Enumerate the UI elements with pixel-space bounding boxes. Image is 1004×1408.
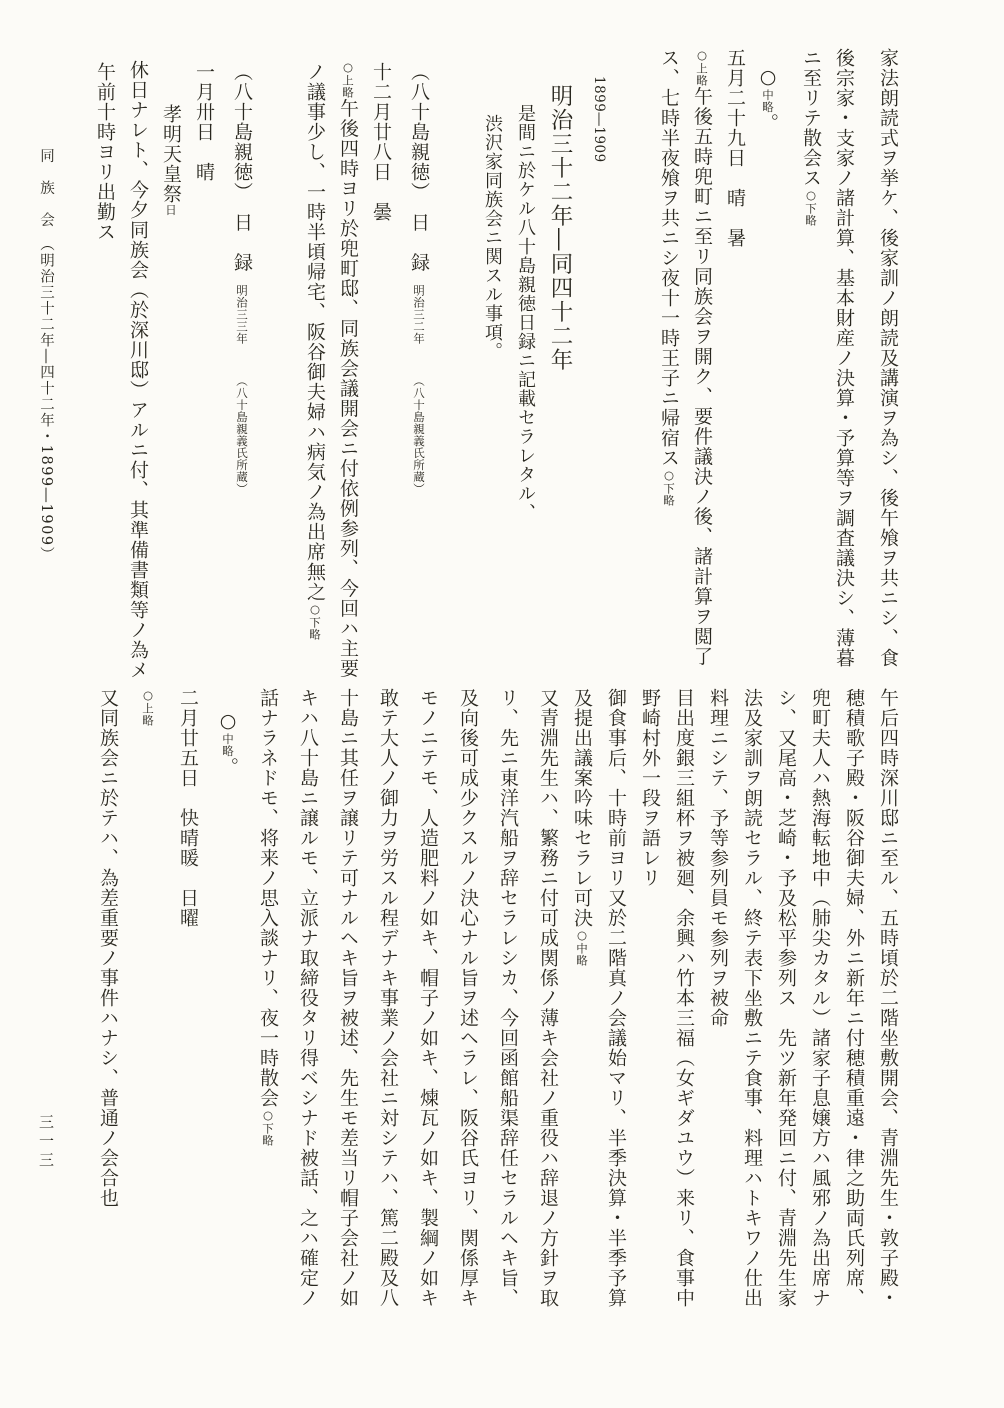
text-run: 後宗家・支家ノ諸計算、基本財産ノ決算・予算等ヲ調査議決シ、薄暮: [833, 48, 855, 668]
text-column-body: [693, 688, 727, 1322]
text-run: シ、又尾高・芝崎・予及松平参列ス 先ツ新年発回ニ付、青淵先生家: [775, 688, 797, 1308]
ellipsis-note: ○下略: [804, 188, 818, 227]
text-column-body: [795, 688, 829, 1322]
page-number: 三一三: [37, 1114, 55, 1171]
text-run: 。: [217, 757, 239, 777]
text-column-body: [678, 48, 711, 688]
text-run: ニ至リテ散会ス: [800, 48, 822, 188]
text-run: 敢テ大人ノ御力ヲ労スル程デナキ事業ノ会社ニ対シテハ、篤二殿及八: [377, 688, 399, 1308]
text-column-body: [357, 688, 397, 1322]
text-column-era: [571, 48, 605, 688]
text-run: 1899―1909: [591, 76, 607, 163]
text-run: 孝明天皇祭: [160, 104, 182, 204]
text-run: 午後四時ヨリ於兜町邸、同族会議開会ニ付依例参列、今回ハ主要: [337, 98, 359, 679]
text-run: 渋沢家同族会ニ関スル事項。: [482, 114, 503, 361]
text-column-body: [477, 688, 517, 1322]
text-run: 。: [757, 113, 779, 133]
text-run: 料理ニシテ、予等参列員モ参列ヲ被命: [707, 688, 729, 1028]
text-column-body: [727, 688, 761, 1322]
text-column-body: [557, 688, 591, 1322]
text-column-date: [180, 48, 213, 688]
ellipsis-note: 中略: [221, 733, 235, 757]
text-column-date: [147, 48, 180, 688]
text-column-body: [291, 48, 324, 688]
ellipsis-note: ○上略: [341, 60, 355, 99]
text-run: 御食事后、十時前ヨリ又於二階真ノ会議始マリ、半季決算・半季予算: [605, 688, 627, 1308]
text-column-body: [645, 48, 678, 688]
text-column-date: [711, 48, 744, 688]
text-run: 午后四時深川邸ニ至ル、五時頃於二階坐敷開会、青淵先生・敦子殿・: [877, 688, 899, 1308]
text-column-body: [77, 688, 117, 1322]
text-run: （八十島親徳） 日 録: [408, 62, 430, 273]
ellipsis-note: 明治三二年: [412, 272, 426, 345]
text-run: 及向後可成少クスルノ決心ナル旨ヲ述ヘラレ、阪谷氏ヨリ、関係厚キ: [457, 688, 479, 1308]
text-run: モノニテモ、人造肥料ノ如キ、帽子ノ如キ、煉瓦ノ如キ、製綱ノ如キ: [417, 688, 439, 1308]
text-run: 法及家訓ヲ朗読セラル、終テ表下坐敷ニテ食事、料理ハトキワノ仕出: [741, 688, 763, 1308]
text-column-source: [390, 48, 428, 688]
text-run: 野崎村外一段ヲ語レリ: [639, 688, 661, 888]
text-column-body: [237, 688, 277, 1322]
ellipsis-note: 明治三三年: [235, 272, 249, 345]
text-column-note: [117, 688, 157, 1322]
text-run: 又同族会ニ於テハ、為差重要ノ事件ハナシ、普通ノ会合也: [97, 688, 119, 1208]
text-column-body: [317, 688, 357, 1322]
text-run: 穂積歌子殿・阪谷御夫婦、外ニ新年ニ付穂積重遠・律之助両氏列席、: [843, 688, 865, 1308]
margin-label: 同 族 会 （明治三十二年―四十二年・1899―1909）: [38, 148, 54, 563]
ellipsis-note: ○下略: [308, 602, 322, 641]
text-column-body: [829, 688, 863, 1322]
text-column-date: [157, 688, 197, 1322]
ellipsis-note: （八十島親義氏所蔵）: [235, 344, 249, 495]
text-run: 午前十時ヨリ出勤ス: [94, 62, 116, 242]
text-column-date: [357, 48, 390, 688]
text-run: 家法朗読式ヲ挙ケ、後家訓ノ朗読及講演ヲ為シ、後午飧ヲ共ニシ、食: [877, 48, 899, 668]
text-column-body: [787, 48, 820, 688]
text-column-body: [820, 48, 853, 688]
bottom-block: [77, 688, 897, 1322]
text-column-body: [625, 688, 659, 1322]
text-column-body: [591, 688, 625, 1322]
text-run: 二月廿五日 快晴暖 日曜: [177, 688, 199, 928]
text-column-subtitle: [501, 48, 534, 688]
text-column-body: [277, 688, 317, 1322]
text-run: 兜町夫人ハ熱海転地中（肺尖カタル）諸家子息嬢方ハ風邪ノ為出席ナ: [809, 688, 831, 1308]
text-column-body: [863, 688, 897, 1322]
text-column-body: [853, 48, 897, 688]
top-block: [81, 48, 897, 688]
text-column-note: [197, 688, 237, 1322]
ellipsis-note: （八十島親義氏所蔵）: [412, 344, 426, 495]
text-column-body: [659, 688, 693, 1322]
text-run: 休日ナレト、今夕同族会（於深川邸）アルニ付、其準備書類等ノ為メ: [127, 60, 149, 680]
text-column-body: [397, 688, 437, 1322]
ellipsis-note: ○下略: [261, 1108, 275, 1147]
text-run: ○: [217, 710, 239, 733]
text-column-body: [761, 688, 795, 1322]
text-run: リ、先ニ東洋汽船ヲ辞セラレシカ、今回函館船渠辞任セラルヘキ旨、: [497, 688, 519, 1308]
text-column-heading: [534, 48, 571, 688]
text-run: キハ八十島ニ譲ルモ、立派ナ取締役タリ得ベシナド被話、之ハ確定ノ: [297, 688, 319, 1308]
text-run: 五月二十九日 晴 暑: [724, 48, 746, 248]
text-column-body: [324, 48, 357, 688]
text-column-body: [81, 48, 114, 688]
text-run: ○: [757, 66, 779, 89]
text-run: 目出度銀三組杯ヲ被廻、余興ハ竹本三福（女ギダユウ）来リ、食事中: [673, 688, 695, 1308]
text-run: 十二月廿八日 曇: [370, 62, 392, 222]
ellipsis-note: 中略: [761, 89, 775, 113]
text-column-source: [213, 48, 251, 688]
text-run: 一月卅日 晴: [193, 62, 215, 182]
text-run: 及提出議案吟味セラレ可決: [571, 688, 593, 928]
text-run: ノ議事少し、一時半頃帰宅、阪谷御夫婦ハ病気ノ為出席無之: [304, 62, 326, 602]
text-run: ス、七時半夜飧ヲ共ニシ夜十一時王子ニ帰宿ス: [658, 48, 680, 468]
text-run: 十島ニ其任ヲ譲リテ可ナルヘキ旨ヲ被述、先生モ差当リ帽子会社ノ如: [337, 688, 359, 1308]
text-run: （八十島親徳） 日 録: [231, 62, 253, 273]
text-run: 是間ニ於ケル八十島親徳日録ニ記載セラレタル、: [515, 104, 536, 522]
text-run: 明治三十二年―同四十二年: [547, 84, 573, 372]
text-run: 午後五時兜町ニ至リ同族会ヲ開ク、要件議決ノ後、諸計算ヲ閲了: [691, 86, 713, 667]
ellipsis-note: ○上略: [695, 48, 709, 87]
ellipsis-note: 日: [164, 204, 178, 216]
ellipsis-note: ○中略: [575, 928, 589, 967]
text-run: 又青淵先生ハ、繁務ニ付可成関係ノ薄キ会社ノ重役ハ辞退ノ方針ヲ取: [537, 688, 559, 1308]
text-column-body: [517, 688, 557, 1322]
text-column-body: [114, 48, 147, 688]
text-column-subtitle: [468, 48, 501, 688]
text-run: 話ナラネドモ、将来ノ思入談ナリ、夜一時散会: [257, 688, 279, 1108]
ellipsis-note: ○上略: [141, 688, 155, 727]
ellipsis-note: ○下略: [662, 468, 676, 507]
text-column-note: [744, 48, 777, 688]
text-column-body: [437, 688, 477, 1322]
